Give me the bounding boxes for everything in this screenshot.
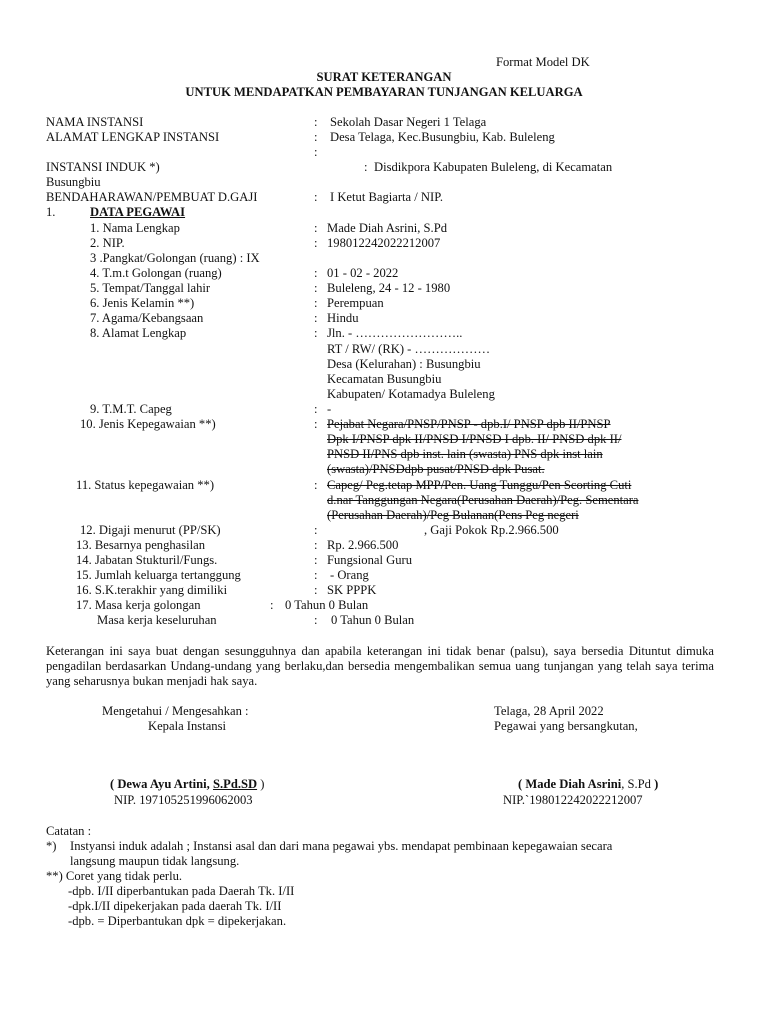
ttl-label: 5. Tempat/Tanggal lahir bbox=[90, 281, 211, 295]
agama-value: Hindu bbox=[327, 311, 359, 325]
notes-title: Catatan : bbox=[46, 824, 92, 838]
tmt-golongan-value: 01 - 02 - 2022 bbox=[327, 266, 399, 280]
alamat-instansi-label: ALAMAT LENGKAP INSTANSI bbox=[46, 130, 220, 144]
kepala-instansi-nip: NIP. 197105251996062003 bbox=[114, 793, 253, 807]
kepala-instansi-label: Kepala Instansi bbox=[148, 719, 226, 733]
jenis-kepegawaian-label: 10. Jenis Kepegawaian **) bbox=[80, 417, 216, 431]
pangkat-golongan: 3 .Pangkat/Golongan (ruang) : IX bbox=[90, 251, 260, 265]
colon: : bbox=[314, 266, 318, 280]
digaji-value: , Gaji Pokok Rp.2.966.500 bbox=[424, 523, 559, 537]
nama-instansi-value: Sekolah Dasar Negeri 1 Telaga bbox=[330, 115, 487, 129]
alamat-line: Jln. - …………………….. bbox=[327, 326, 463, 340]
name-text: ( Dewa Ayu Artini, bbox=[110, 777, 213, 791]
tmt-capeg-value: - bbox=[327, 402, 332, 416]
note-line: **) Coret yang tidak perlu. bbox=[46, 869, 183, 883]
nama-instansi-label: NAMA INSTANSI bbox=[46, 115, 144, 129]
colon: : bbox=[314, 236, 318, 250]
colon: : bbox=[314, 478, 318, 492]
jenis-kepegawaian-line: (swasta)/PNSDdpb pusat/PNSD dpk Pusat. bbox=[327, 462, 545, 476]
colon: : bbox=[314, 538, 318, 552]
status-kepegawaian-line: d.nar Tanggungan Negara(Perusahan Daerah)/Peg. Sementara bbox=[327, 493, 639, 507]
section-title: DATA PEGAWAI bbox=[90, 205, 186, 219]
status-kepegawaian-line: Capeg/ Peg.tetap MPP/Pen. Uang Tunggu/Pen Scorting Cuti bbox=[327, 478, 632, 492]
alamat-line: RT / RW/ (RK) - ……………… bbox=[327, 342, 491, 356]
jabatan-value: Fungsional Guru bbox=[327, 553, 413, 567]
bendahara-label: BENDAHARAWAN/PEMBUAT D.GAJI bbox=[46, 190, 258, 204]
instansi-induk-continued: Busungbiu bbox=[46, 175, 101, 189]
note-line: -dpb. I/II diperbantukan pada Daerah Tk. I/II bbox=[68, 884, 295, 898]
nama-lengkap-value: Made Diah Asrini, S.Pd bbox=[327, 221, 447, 235]
colon: : bbox=[270, 598, 274, 612]
place-date: Telaga, 28 April 2022 bbox=[494, 704, 604, 718]
alamat-line: Kecamatan Busungbiu bbox=[327, 372, 442, 386]
nip-value: 198012242022212007 bbox=[327, 236, 441, 250]
colon: : bbox=[314, 417, 318, 431]
nama-lengkap-label: 1. Nama Lengkap bbox=[90, 221, 180, 235]
note-marker: *) bbox=[46, 839, 57, 853]
colon: : bbox=[364, 160, 368, 174]
name-close: ) bbox=[257, 777, 265, 791]
masa-kerja-golongan-value: 0 Tahun 0 Bulan bbox=[285, 598, 369, 612]
keluarga-value: - Orang bbox=[330, 568, 369, 582]
name-text: ( Made Diah Asrini bbox=[518, 777, 622, 791]
pegawai-name bbox=[518, 777, 658, 792]
colon: : bbox=[314, 221, 318, 235]
colon: : bbox=[314, 583, 318, 597]
instansi-induk-value: Disdikpora Kabupaten Buleleng, di Kecamatan bbox=[374, 160, 613, 174]
colon: : bbox=[314, 281, 318, 295]
alamat-lengkap-label: 8. Alamat Lengkap bbox=[90, 326, 187, 340]
pegawai-label: Pegawai yang bersangkutan, bbox=[494, 719, 638, 733]
note-line: langsung maupun tidak langsung. bbox=[70, 854, 240, 868]
colon: : bbox=[314, 326, 318, 340]
status-kepegawaian-label: 11. Status kepegawaian **) bbox=[76, 478, 215, 492]
jabatan-label: 14. Jabatan Stukturil/Fungs. bbox=[76, 553, 218, 567]
jenis-kepegawaian-line: Pejabat Negara/PNSP/PNSP - dpb.I/ PNSP dpb II/PNSP bbox=[327, 417, 611, 431]
sk-label: 16. S.K.terakhir yang dimiliki bbox=[76, 583, 228, 597]
colon: : bbox=[314, 568, 318, 582]
colon: : bbox=[314, 130, 318, 144]
masa-kerja-golongan-label: 17. Masa kerja golongan bbox=[76, 598, 201, 612]
document-title: SURAT KETERANGAN bbox=[316, 70, 452, 84]
mengetahui-label: Mengetahui / Mengesahkan : bbox=[102, 704, 249, 718]
ttl-value: Buleleng, 24 - 12 - 1980 bbox=[327, 281, 451, 295]
nip-label: 2. NIP. bbox=[90, 236, 125, 250]
jenis-kepegawaian-line: Dpk I/PNSP dpk II/PNSD I/PNSD I dpb. II/ PNSD dpk II/ bbox=[327, 432, 622, 446]
colon: : bbox=[314, 296, 318, 310]
colon: : bbox=[314, 613, 318, 627]
bendahara-value: I Ketut Bagiarta / NIP. bbox=[330, 190, 443, 204]
colon: : bbox=[314, 402, 318, 416]
masa-kerja-keseluruhan-label: Masa kerja keseluruhan bbox=[97, 613, 217, 627]
instansi-induk-label: INSTANSI INDUK *) bbox=[46, 160, 160, 174]
name-title: , S.Pd bbox=[621, 777, 651, 791]
penghasilan-value: Rp. 2.966.500 bbox=[327, 538, 399, 552]
kepala-instansi-name bbox=[110, 777, 264, 792]
agama-label: 7. Agama/Kebangsaan bbox=[90, 311, 204, 325]
status-kepegawaian-line: (Perusahan Daerah)/Peg Bulanan(Pens Peg negeri bbox=[327, 508, 579, 522]
pegawai-nip: NIP.`198012242022212007 bbox=[503, 793, 643, 807]
digaji-label: 12. Digaji menurut (PP/SK) bbox=[80, 523, 221, 537]
colon: : bbox=[314, 553, 318, 567]
masa-kerja-keseluruhan-value: 0 Tahun 0 Bulan bbox=[331, 613, 415, 627]
alamat-line: Kabupaten/ Kotamadya Buleleng bbox=[327, 387, 495, 401]
alamat-line: Desa (Kelurahan) : Busungbiu bbox=[327, 357, 481, 371]
colon: : bbox=[314, 115, 318, 129]
name-title: S.Pd.SD bbox=[212, 777, 258, 791]
tmt-golongan-label: 4. T.m.t Golongan (ruang) bbox=[90, 266, 222, 280]
name-close: ) bbox=[650, 777, 659, 791]
colon: : bbox=[314, 311, 318, 325]
keluarga-label: 15. Jumlah keluarga tertanggung bbox=[76, 568, 241, 582]
penghasilan-label: 13. Besarnya penghasilan bbox=[76, 538, 206, 552]
colon: : bbox=[314, 145, 318, 159]
statement-paragraph: Keterangan ini saya buat dengan sesungguhnya dan apabila keterangan ini tidak benar (palsu), saya bersedia Dituntut dimuka pengadilan berdasarkan Undang-undang yang berlaku,dan bersedia mengembalikan semua uang tunjangan yang telah saya terima yang seharusnya bukan menjadi hak saya. bbox=[46, 644, 714, 688]
colon: : bbox=[314, 190, 318, 204]
section-number: 1. bbox=[46, 205, 56, 219]
colon: : bbox=[314, 523, 318, 537]
sk-value: SK PPPK bbox=[327, 583, 377, 597]
jenis-kepegawaian-line: PNSD II/PNS dpb inst. lain (swasta) PNS dpk inst lain bbox=[327, 447, 603, 461]
note-line: Instyansi induk adalah ; Instansi asal dan dari mana pegawai ybs. mendapat pembinaan kepegawaian secara bbox=[70, 839, 613, 853]
document-subtitle: UNTUK MENDAPATKAN PEMBAYARAN TUNJANGAN KELUARGA bbox=[185, 85, 583, 99]
tmt-capeg-label: 9. T.M.T. Capeg bbox=[90, 402, 172, 416]
note-line: -dpk.I/II dipekerjakan pada daerah Tk. I/II bbox=[68, 899, 282, 913]
format-label: Format Model DK bbox=[496, 55, 590, 69]
alamat-instansi-value: Desa Telaga, Kec.Busungbiu, Kab. Buleleng bbox=[330, 130, 555, 144]
jenis-kelamin-label: 6. Jenis Kelamin **) bbox=[90, 296, 195, 310]
note-line: -dpb. = Diperbantukan dpk = dipekerjakan. bbox=[68, 914, 287, 928]
jenis-kelamin-value: Perempuan bbox=[327, 296, 384, 310]
